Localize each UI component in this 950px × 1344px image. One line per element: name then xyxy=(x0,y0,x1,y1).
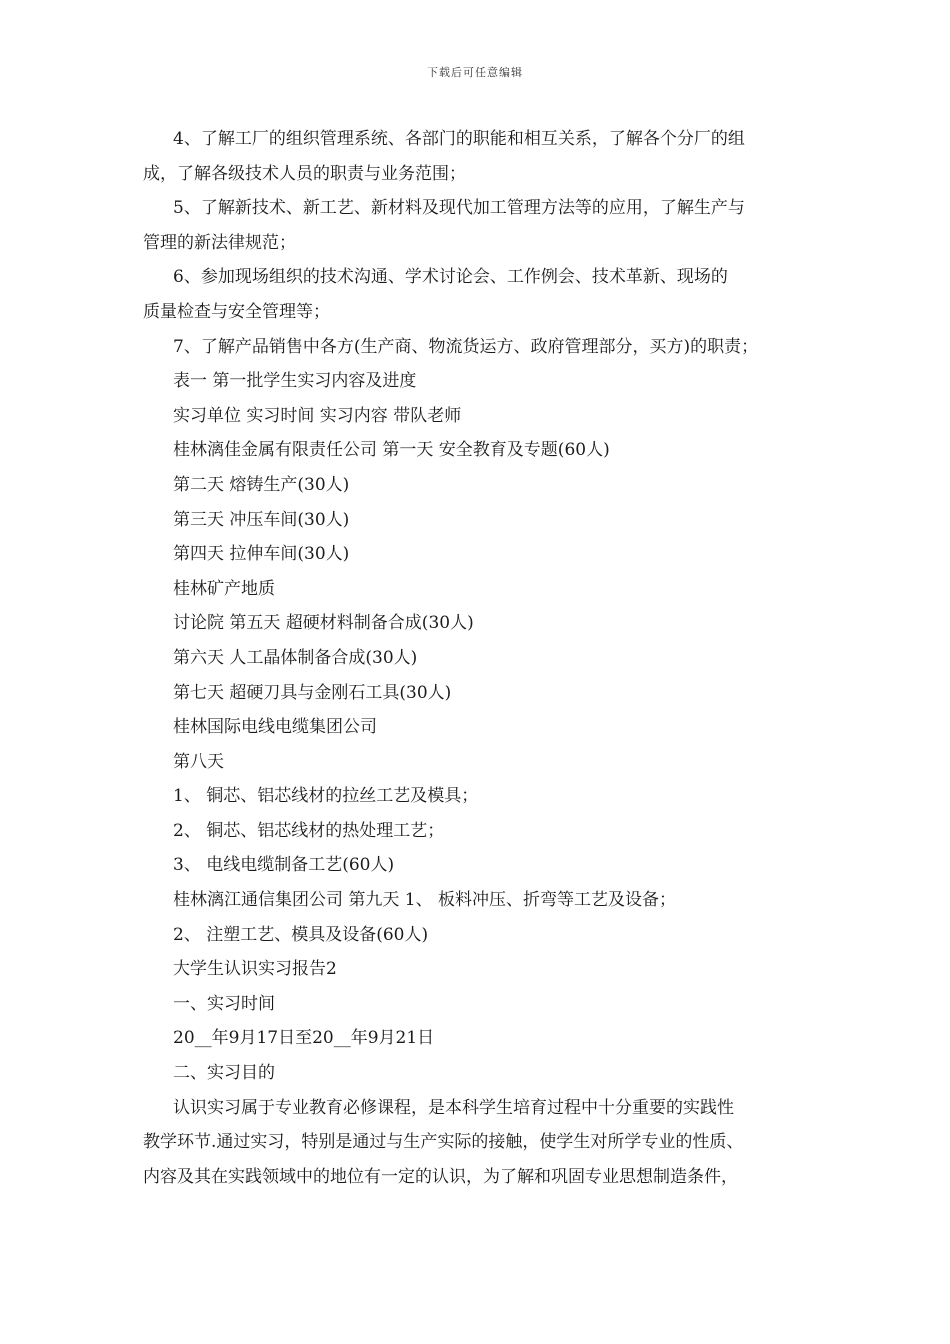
text-line: 大学生认识实习报告2 xyxy=(173,959,337,980)
text-line: 第六天 人工晶体制备合成(30人) xyxy=(173,647,418,668)
text-line: 第四天 拉伸车间(30人) xyxy=(173,544,350,565)
text-line: 桂林漓江通信集团公司 第九天 1、 板料冲压、折弯等工艺及设备； xyxy=(173,890,677,911)
text-line: 教学环节.通过实习，特别是通过与生产实际的接触，使学生对所学专业的性质、 xyxy=(143,1132,744,1153)
text-line: 5、了解新技术、新工艺、新材料及现代加工管理方法等的应用，了解生产与 xyxy=(173,198,745,219)
text-line: 桂林漓佳金属有限责任公司 第一天 安全教育及专题(60人) xyxy=(173,440,610,461)
text-line: 内容及其在实践领域中的地位有一定的认识，为了解和巩固专业思想制造条件， xyxy=(143,1166,738,1187)
text-line: 2、 铜芯、铝芯线材的热处理工艺； xyxy=(173,820,445,841)
text-line: 第三天 冲压车间(30人) xyxy=(173,509,350,530)
text-line: 质量检查与安全管理等； xyxy=(143,301,330,322)
text-line: 一、实习时间 xyxy=(173,993,275,1014)
text-line: 成，了解各级技术人员的职责与业务范围； xyxy=(143,163,466,184)
text-line: 6、参加现场组织的技术沟通、学术讨论会、工作例会、技术革新、现场的 xyxy=(173,267,728,288)
text-line: 实习单位 实习时间 实习内容 带队老师 xyxy=(173,405,462,426)
text-line: 第七天 超硬刀具与金刚石工具(30人) xyxy=(173,682,452,703)
text-line: 第八天 xyxy=(173,751,224,772)
text-line: 第二天 熔铸生产(30人) xyxy=(173,474,350,495)
text-line: 20__年9月17日至20__年9月21日 xyxy=(173,1028,435,1049)
text-line: 管理的新法律规范； xyxy=(143,232,296,253)
text-line: 4、了解工厂的组织管理系统、各部门的职能和相互关系，了解各个分厂的组 xyxy=(173,129,745,149)
text-line: 2、 注塑工艺、模具及设备(60人) xyxy=(173,924,429,945)
text-line: 表一 第一批学生实习内容及进度 xyxy=(173,371,417,392)
page-header: 下载后可任意编辑 xyxy=(427,66,523,79)
text-line: 二、实习目的 xyxy=(173,1063,275,1084)
text-line: 3、 电线电缆制备工艺(60人) xyxy=(173,855,395,876)
text-line: 桂林国际电线电缆集团公司 xyxy=(173,717,377,738)
text-line: 桂林矿产地质 xyxy=(173,578,275,599)
text-line: 讨论院 第五天 超硬材料制备合成(30人) xyxy=(173,613,474,634)
text-line: 认识实习属于专业教育必修课程，是本科学生培育过程中十分重要的实践性 xyxy=(173,1097,734,1118)
text-line: 7、了解产品销售中各方(生产商、物流货运方、政府管理部分，买方)的职责； xyxy=(173,336,759,357)
document-body xyxy=(143,122,813,1194)
text-line: 1、 铜芯、铝芯线材的拉丝工艺及模具； xyxy=(173,786,479,807)
